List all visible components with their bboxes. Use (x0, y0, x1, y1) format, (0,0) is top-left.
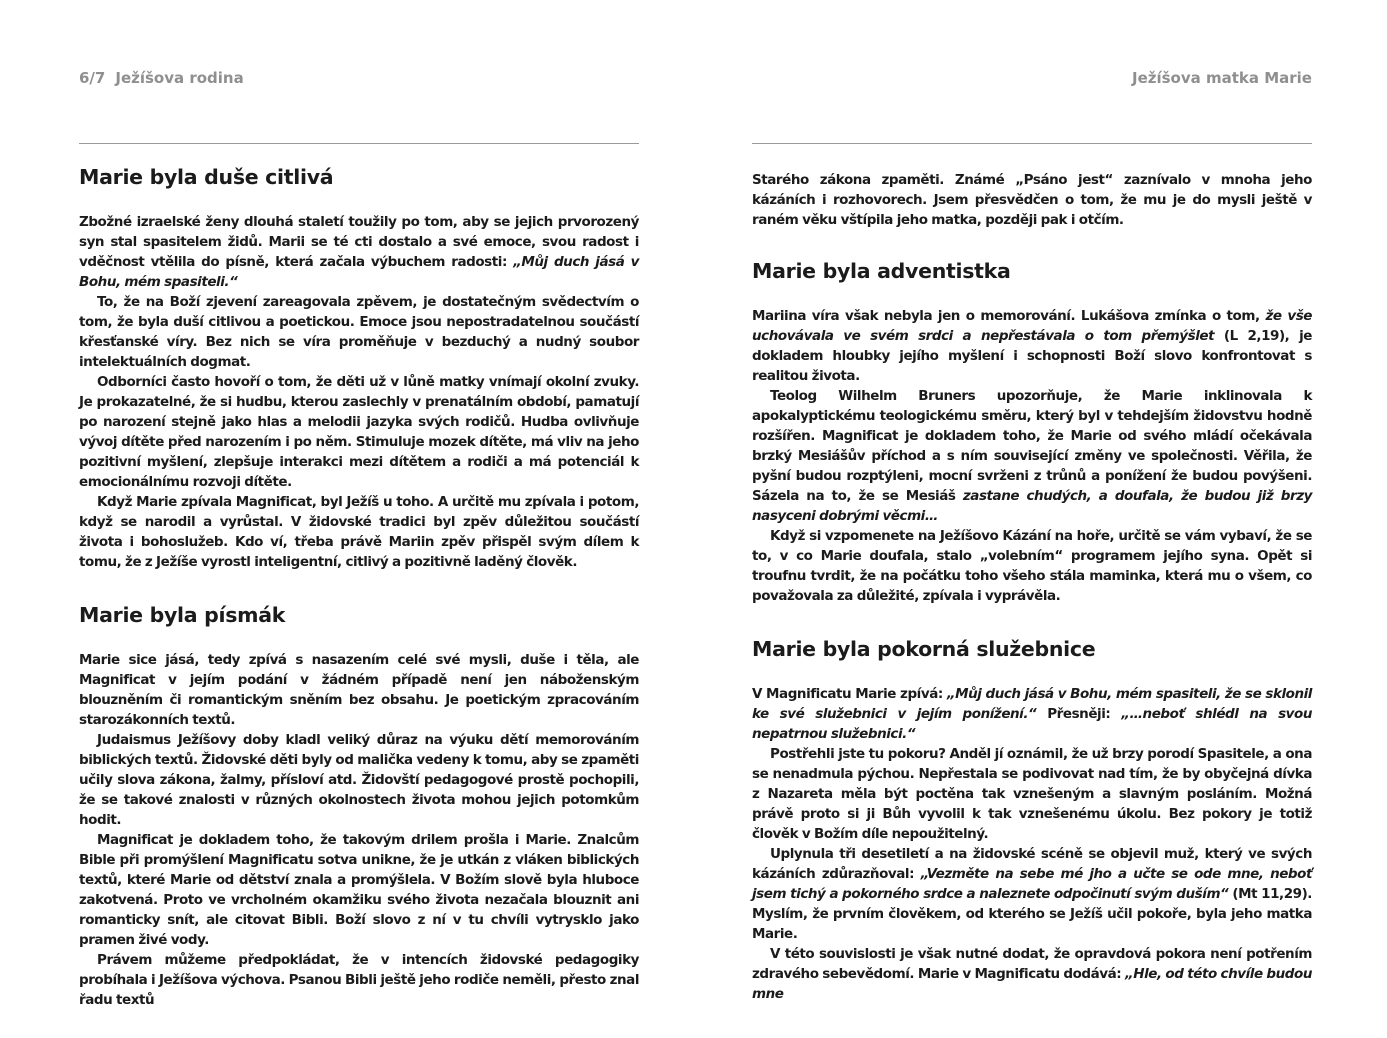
section-heading: Marie byla písmák (79, 603, 286, 627)
right-content (752, 170, 1312, 1032)
running-head-right (752, 69, 1312, 87)
body-text: To, že na Boží zjevení zareagovala zpěvem, je dostatečným svědectvím o tom, že byla duší citlivou a poetickou. Emoce jsou nepostradatelnou součástí křesťanské víry. Bez nich se víra proměňuje v bezduchý a nudný soubor intelektuálních dogmat. (79, 294, 639, 370)
body-text: V Magnificatu Marie zpívá: (752, 686, 947, 702)
body-text: Odborníci často hovoří o tom, že děti už v lůně matky vnímají okolní zvuky. Je prokazatelné, že si hudbu, kterou zaslechly v prenatálním období, pamatují po narození stejně jako hlas a melodii jazyka svých rodičů. Hudba ovlivňuje vývoj dítěte před narozením i po něm. Stimuluje mozek dítěte, má vliv na jeho pozitivní myšlení, zlepšuje interakci mezi dítětem a rodiči a má potenciál k emocionálnímu rozvoji dítěte. (79, 374, 639, 490)
paragraph (79, 212, 639, 292)
left-content (79, 162, 639, 1038)
paragraph (752, 944, 1312, 1004)
body-text: Postřehli jste tu pokoru? Anděl jí oznámil, že už brzy porodí Spasitele, a ona se nenadmula pýchou. Nepřestala se podivovat nad tím, že by obyčejná dívka z Nazareta měla být poctěna tak vznešeným a slavným posláním. Možná právě proto si ji Bůh vyvolil k tak vznešenému úkolu. Bez pokory je totiž člověk v Božím díle nepoužitelný. (752, 746, 1312, 842)
body-text: (L 2,19), je dokladem hloubky jejího myšlení i schopnosti Boží slovo konfrontovat s realitou života. (752, 328, 1312, 384)
body-text: Magnificat je dokladem toho, že takovým drilem prošla i Marie. Znalcům Bible při promýšlení Magnificatu sotva unikne, že je utkán z vláken biblických textů, které Marie od dětství znala a promýšlela. V Božím slově byla hluboce zakotvená. Proto ve vrcholném okamžiku svého života nezačala blouznit ani romanticky snít, ale citovat Bibli. Boží slovo z ní v tu chvíli vytrysklo jako pramen živé vody. (79, 832, 639, 948)
body-text: Přesněji: (1036, 706, 1122, 722)
chapter-title: Ježíšova rodina (115, 69, 244, 87)
body-text: Zbožné izraelské ženy dlouhá staletí toužily po tom, aby se jejich prvorozený syn stal spasitelem židů. Marii se té cti dostalo a své emoce, svou radost i vděčnost vtělila do písně, která začala výbuchem radosti: (79, 214, 639, 270)
paragraph (752, 844, 1312, 944)
body-text: Mariina víra však nebyla jen o memorování. Lukášova zmínka o tom, (752, 308, 1266, 324)
book-title: Ježíšova matka Marie (1132, 69, 1312, 87)
quote-text: že vše uchovávala ve svém srdci a nepřestávala o tom přemýšlet (752, 308, 1312, 344)
quote-text: zastane chudých, a doufala, že budou již brzy nasyceni dobrými věcmi… (752, 488, 1312, 524)
quote-text: „Můj duch jásá v Bohu, mém spasiteli.“ (79, 254, 639, 290)
body-text: Starého zákona zpaměti. Známé „Psáno jest“ zaznívalo v mnoha jeho kázáních i rozhovorech. Jsem přesvědčen o tom, že mu je do mysli ještě v raném věku vštípila jeho matka, později pak i otčím. (752, 172, 1312, 228)
paragraph (752, 170, 1312, 230)
left-page (79, 0, 640, 1008)
section (79, 162, 639, 572)
paragraph (79, 292, 639, 372)
quote-text: „Vezměte na sebe mé jho a učte se ode mne, neboť jsem tichý a pokorného srdce a naleznete odpočinutí svým duším“ (752, 866, 1312, 902)
body-text: Marie sice jásá, tedy zpívá s nasazením celé své mysli, duše i těla, ale Magnificat v jejím podání v žádném případě není jen náboženským blouzněním či romantickým sněním bez obsahu. Je poetickým zpracováním starozákonních textů. (79, 652, 639, 728)
paragraph (79, 492, 639, 572)
paragraph (752, 386, 1312, 526)
header-rule-right (752, 143, 1312, 144)
section (752, 256, 1312, 606)
section (752, 634, 1312, 1004)
body-text: Když Marie zpívala Magnificat, byl Ježíš u toho. A určitě mu zpívala i potom, když se narodil a vyrůstal. V židovské tradici byl zpěv důležitou součástí života i bohoslužeb. Kdo ví, třeba právě Mariin zpěv přispěl svým dílem k tomu, že z Ježíše vyrostl inteligentní, citlivý a pozitivně laděný člověk. (79, 494, 639, 570)
quote-text: „…neboť shlédl na svou nepatrnou služebnici.“ (752, 706, 1313, 742)
body-text: V této souvislosti je však nutné dodat, že opravdová pokora není potřením zdravého sebevědomí. Marie v Magnificatu dodává: (752, 946, 1312, 982)
body-text: (Mt 11,29). Myslím, že prvním člověkem, od kterého se Ježíš učil pokoře, byla jeho matka Marie. (752, 886, 1312, 942)
running-head-left (79, 69, 639, 87)
paragraph (752, 526, 1312, 606)
paragraph (79, 730, 639, 830)
paragraph (79, 950, 639, 1010)
page-number: 6/7 (79, 69, 106, 87)
body-text: Právem můžeme předpokládat, že v intencích židovské pedagogiky probíhala i Ježíšova výchova. Psanou Bibli ještě jeho rodiče neměli, přesto znal řadu textů (79, 952, 640, 1008)
paragraph (752, 744, 1312, 844)
paragraph (79, 372, 639, 492)
header-rule-left (79, 143, 639, 144)
section-heading: Marie byla adventistka (752, 259, 1011, 283)
quote-text: „Hle, od této chvíle budou mne (752, 966, 1312, 1002)
body-text: Judaismus Ježíšovy doby kladl veliký důraz na výuku dětí memorováním biblických textů. Židovské děti byly od malička vedeny k tomu, aby se zpaměti učily slova zákona, žalmy, přísloví atd. Židovští pedagogové prostě pochopili, že se takové znalosti v různých okolnostech života mohou jejich potomkům hodit. (79, 732, 639, 828)
body-text: Když si vzpomenete na Ježíšovo Kázání na hoře, určitě se vám vybaví, že se to, v co Marie doufala, stalo „volebním“ programem jejího syna. Opět si troufnu tvrdit, že na počátku toho všeho stála maminka, která mu o všem, co považovala za důležité, zpívala i vyprávěla. (752, 528, 1312, 604)
right-page (752, 0, 1313, 1002)
paragraph (752, 306, 1312, 386)
section-heading: Marie byla duše citlivá (79, 165, 334, 189)
paragraph (79, 650, 639, 730)
paragraph (79, 830, 639, 950)
body-text: Uplynula tři desetiletí a na židovské scéně se objevil muž, který ve svých kázáních zdůrazňoval: (752, 846, 1312, 882)
paragraph (752, 684, 1312, 744)
section-heading: Marie byla pokorná služebnice (752, 637, 1096, 661)
body-text: Teolog Wilhelm Bruners upozorňuje, že Marie inklinovala k apokalyptickému teologickému směru, který byl v tehdejším židovstvu hodně rozšířen. Magnificat je dokladem toho, že Marie od svého mládí očekávala brzký Mesiášův příchod a s ním související změny ve společnosti. Věřila, že pyšní budou rozptýleni, mocní svrženi z trůnů a ponížení že budou povýšeni. Sázela na to, že se Mesiáš (752, 388, 1312, 504)
continued-text (752, 170, 1312, 230)
section (79, 600, 639, 1010)
quote-text: „Můj duch jásá v Bohu, mém spasiteli, že se sklonil ke své služebnici v jejím ponížení.“ (752, 686, 1312, 722)
